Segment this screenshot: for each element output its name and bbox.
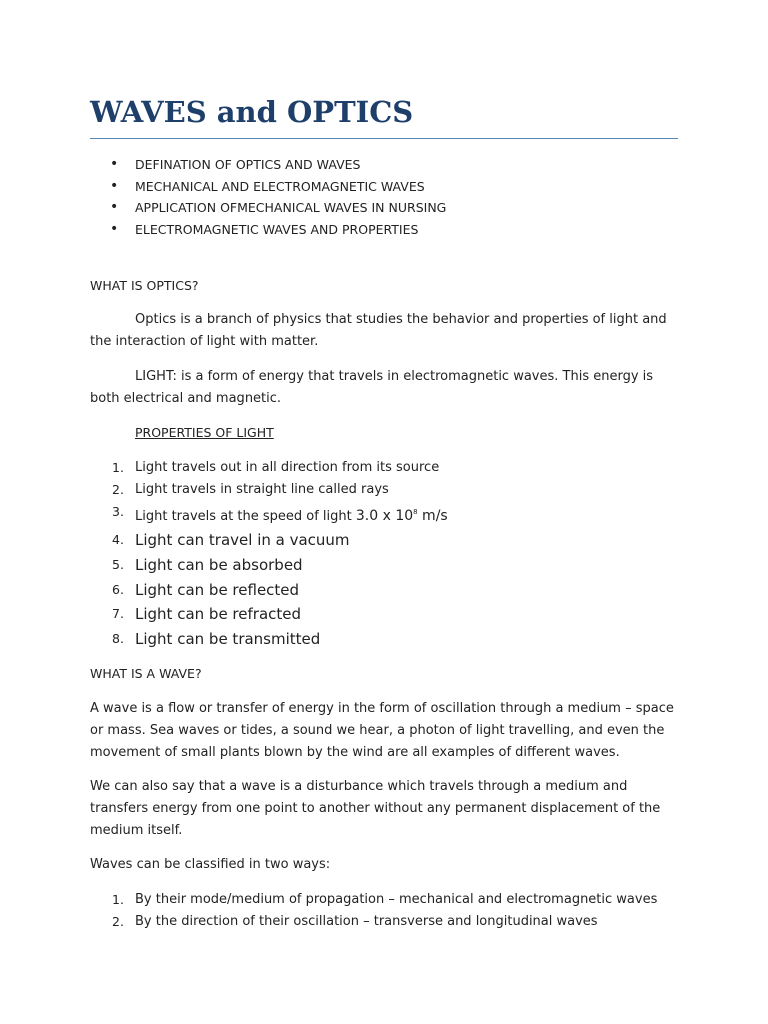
list-number: 4. [112, 532, 124, 548]
list-item [90, 197, 678, 219]
page-title: WAVES and OPTICS [90, 94, 678, 139]
light-paragraph [90, 366, 678, 410]
bullet-icon: • [110, 156, 119, 172]
optics-paragraph-text: Optics is a branch of physics that studies the behavior and properties of light and the interaction of light with matter. [90, 312, 667, 350]
list-item [90, 457, 678, 479]
list-number: 1. [112, 460, 124, 476]
outline-item-text: ELECTROMAGNETIC WAVES AND PROPERTIES [135, 221, 419, 237]
classification-text: By their mode/medium of propagation – mechanical and electromagnetic waves [135, 892, 658, 908]
outline-item-text: APPLICATION OFMECHANICAL WAVES IN NURSING [135, 200, 447, 216]
list-number: 3. [112, 504, 124, 520]
speed-base: 3.0 x 10 [355, 508, 414, 525]
speed-exponent: 8 [413, 508, 418, 517]
list-item [90, 501, 678, 528]
outline-item-text: DEFINATION OF OPTICS AND WAVES [135, 157, 361, 172]
bullet-icon: • [110, 220, 119, 237]
wave-heading: WHAT IS A WAVE? [90, 666, 202, 682]
classification-text: By the direction of their oscillation – transverse and longitudinal waves [135, 914, 598, 930]
light-paragraph-text: LIGHT: is a form of energy that travels in electromagnetic waves. This energy is both electrical and magnetic. [90, 369, 654, 407]
list-item [90, 911, 678, 933]
list-number: 5. [112, 556, 124, 572]
property-text: Light travels out in all direction from its source [135, 460, 440, 476]
property-text: Light can be transmitted [135, 629, 321, 648]
list-number: 1. [112, 892, 124, 908]
list-number: 2. [112, 914, 124, 930]
list-item [90, 154, 678, 176]
optics-heading: WHAT IS OPTICS? [90, 278, 199, 294]
bullet-icon: • [110, 177, 119, 194]
list-item [90, 889, 678, 911]
list-number: 8. [112, 630, 124, 646]
list-number: 2. [112, 482, 124, 498]
property-text: Light can be refracted [135, 605, 302, 624]
classification-list [90, 889, 678, 933]
list-item [90, 479, 678, 501]
speed-unit: m/s [417, 508, 448, 525]
outline-list [90, 154, 678, 240]
properties-list [90, 457, 678, 651]
property-text: Light can travel in a vacuum [135, 531, 350, 550]
speed-of-light-value [356, 508, 448, 524]
property-text: Light can be absorbed [135, 555, 303, 574]
property-text: Light can be reflected [135, 580, 300, 599]
property-text: Light travels at the speed of light [135, 509, 356, 525]
document-body [90, 94, 678, 933]
list-item [90, 602, 678, 627]
bullet-icon: • [110, 199, 119, 216]
classify-intro: Waves can be classified in two ways: [90, 857, 331, 873]
list-item [90, 553, 678, 578]
optics-paragraph [90, 309, 678, 353]
list-item [90, 219, 678, 241]
list-number: 6. [112, 581, 124, 597]
list-item [90, 627, 678, 652]
list-number: 7. [112, 606, 124, 622]
wave-paragraph-2: We can also say that a wave is a disturbance which travels through a medium and transfers energy from one point to another without any permanent displacement of the medium itself. [90, 779, 661, 839]
list-item [90, 528, 678, 553]
list-item [90, 176, 678, 198]
properties-heading: PROPERTIES OF LIGHT [135, 425, 274, 441]
property-text: Light travels in straight line called rays [135, 482, 389, 498]
list-item [90, 578, 678, 603]
outline-item-text: MECHANICAL AND ELECTROMAGNETIC WAVES [135, 178, 425, 194]
wave-paragraph-1: A wave is a flow or transfer of energy in the form of oscillation through a medium – space or mass. Sea waves or tides, a sound we hear, a photon of light travelling, and even the movement of small plants blown by the wind are all examples of different waves. [90, 701, 674, 761]
